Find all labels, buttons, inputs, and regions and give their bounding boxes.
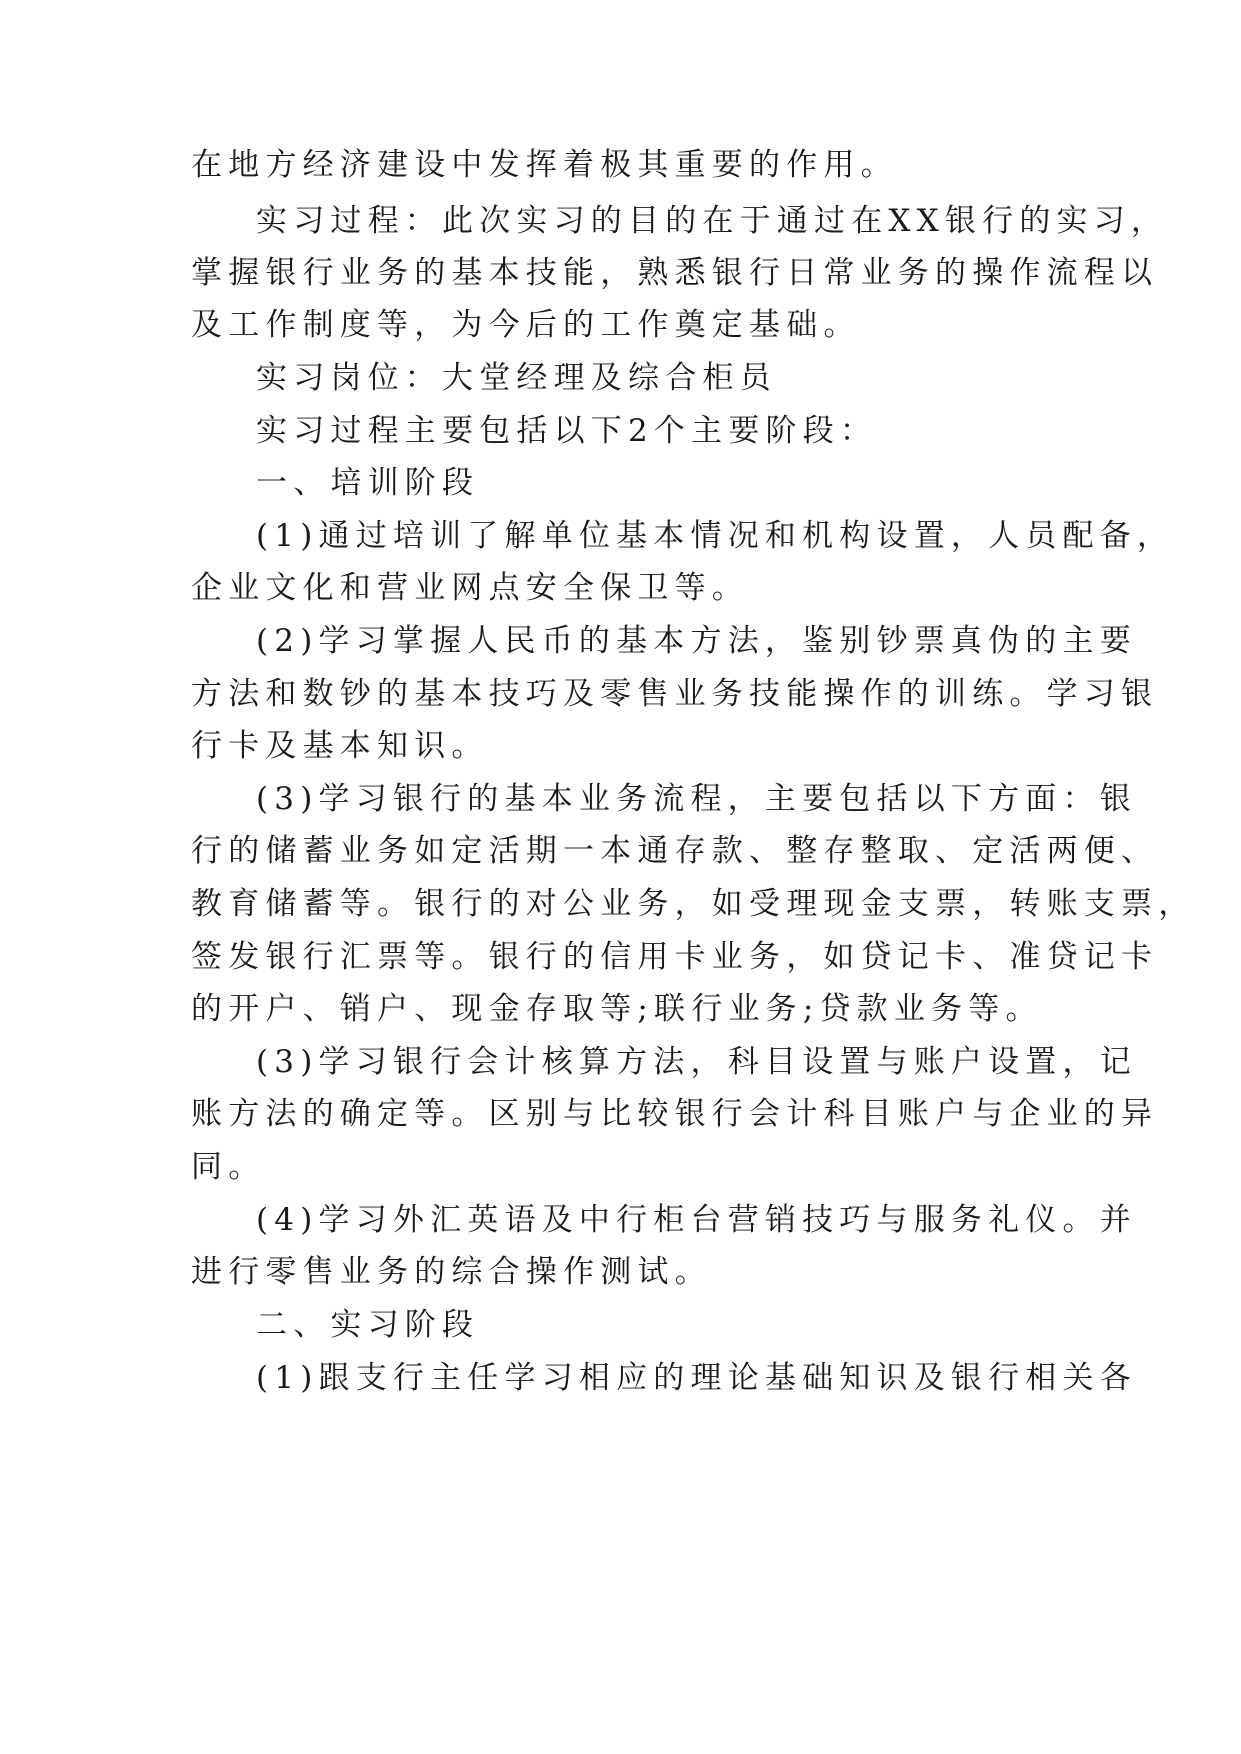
body-text-line: 教育储蓄等。银行的对公业务，如受理现金支票，转账支票， — [191, 886, 1196, 922]
body-text-line: (4)学习外汇英语及中行柜台营销技巧与服务礼仪。并 — [256, 1202, 1137, 1238]
body-text-line: 及工作制度等，为今后的工作奠定基础。 — [191, 307, 861, 343]
body-text-line: 账方法的确定等。区别与比较银行会计科目账户与企业的异 — [191, 1096, 1159, 1132]
section-heading: 一、培训阶段 — [256, 465, 480, 501]
body-text-line: (1)通过培训了解单位基本情况和机构设置，人员配备， — [256, 518, 1175, 554]
body-text-line: 行的储蓄业务如定活期一本通存款、整存整取、定活两便、 — [191, 833, 1159, 869]
body-text-line: 在地方经济建设中发挥着极其重要的作用。 — [191, 147, 898, 183]
body-text-line: (1)跟支行主任学习相应的理论基础知识及银行相关各 — [256, 1360, 1137, 1396]
body-text-line: 掌握银行业务的基本技能，熟悉银行日常业务的操作流程以 — [191, 255, 1159, 291]
body-text-line: 实习过程主要包括以下2个主要阶段： — [256, 413, 878, 449]
body-text-line: (3)学习银行会计核算方法，科目设置与账户设置，记 — [256, 1044, 1137, 1080]
body-text-line: 实习岗位：大堂经理及综合柜员 — [256, 360, 777, 396]
section-heading: 二、实习阶段 — [256, 1307, 480, 1343]
body-text-line: 同。 — [191, 1149, 266, 1185]
body-text-line: (2)学习掌握人民币的基本方法，鉴别钞票真伪的主要 — [256, 623, 1137, 659]
body-text-line: (3)学习银行的基本业务流程，主要包括以下方面：银 — [256, 781, 1137, 817]
body-text-line: 进行零售业务的综合操作测试。 — [191, 1254, 712, 1290]
body-text-line: 行卡及基本知识。 — [191, 728, 489, 764]
body-text-line: 企业文化和营业网点安全保卫等。 — [191, 570, 749, 606]
body-text-line: 方法和数钞的基本技巧及零售业务技能操作的训练。学习银 — [191, 676, 1159, 712]
body-text-line: 签发银行汇票等。银行的信用卡业务，如贷记卡、准贷记卡 — [191, 939, 1159, 975]
body-text-line: 实习过程：此次实习的目的在于通过在XX银行的实习， — [256, 203, 1169, 239]
body-text-line: 的开户、销户、现金存取等;联行业务;贷款业务等。 — [191, 991, 1043, 1027]
